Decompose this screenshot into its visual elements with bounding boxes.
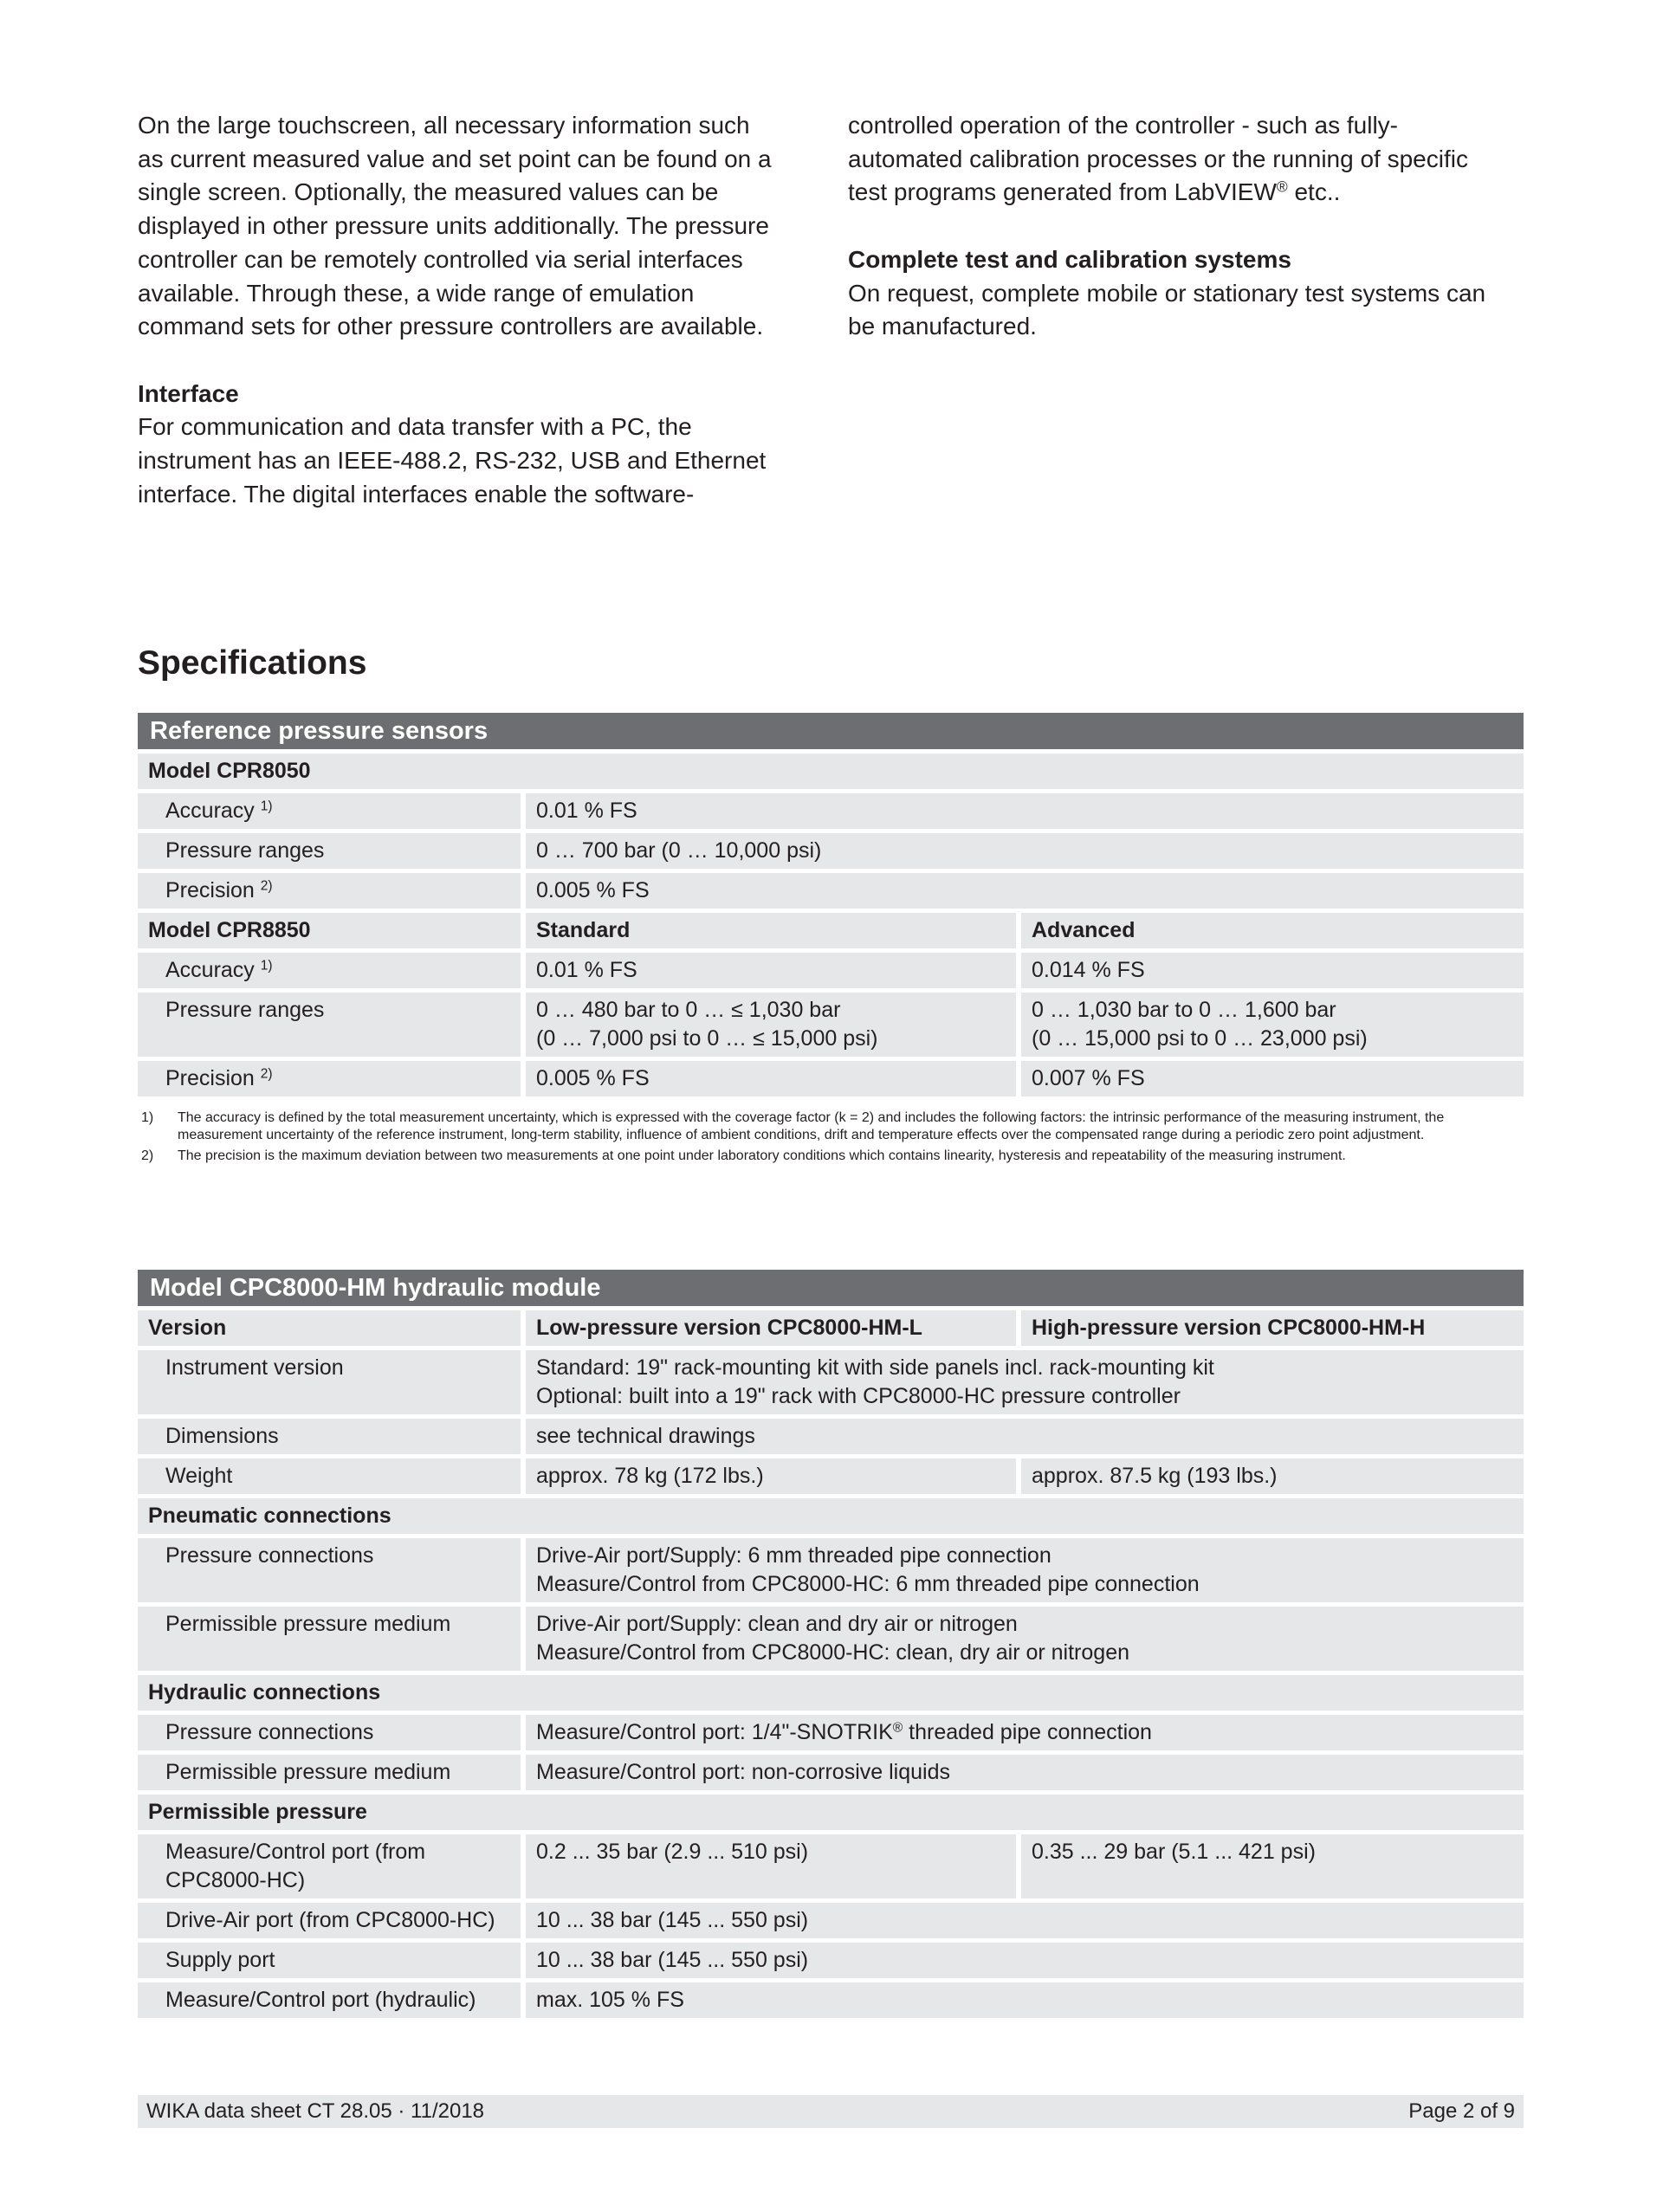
cell-value: Drive-Air port/Supply: 6 mm threaded pipe connection Measure/Control from CPC8000-HC: 6 mm threaded pipe connection: [521, 1538, 1524, 1602]
table-row: [138, 993, 1524, 1057]
software-text-end: etc..: [1287, 178, 1341, 206]
group-heading: Pneumatic connections: [138, 1498, 1524, 1534]
cell-value: 0 … 700 bar (0 … 10,000 psi): [521, 833, 1524, 869]
intro-text: [138, 109, 1518, 516]
table-row: [138, 1982, 1524, 2018]
cell-value: 0.2 ... 35 bar (2.9 ... 510 psi): [521, 1834, 1016, 1898]
column-standard: Standard: [521, 913, 1016, 948]
row-label: Precision $^{2)}$: [138, 873, 521, 909]
row-label: Pressure ranges: [138, 993, 521, 1057]
cell-value: 0.35 ... 29 bar (5.1 ... 421 psi): [1016, 1834, 1524, 1898]
interface-heading: Interface: [138, 379, 239, 407]
cell-value: 10 ... 38 bar (145 ... 550 psi): [521, 1903, 1524, 1938]
cell-value: Measure/Control port: 1/4"-SNOTRIK® threaded pipe connection: [521, 1715, 1524, 1750]
table-row: [138, 1903, 1524, 1938]
row-label: Weight: [138, 1458, 521, 1494]
footnote-1: [138, 1109, 1524, 1144]
footnote-ref: 1): [260, 799, 273, 814]
footnotes: [138, 1109, 1524, 1168]
table-row: [138, 873, 1524, 909]
intro-right-column: [848, 109, 1489, 344]
interface-paragraph: For communication and data transfer with a PC, the instrument has an IEEE-488.2, RS-232, USB and Ethernet interface. The digital interfaces enable the software-: [138, 413, 767, 508]
table-row: [138, 1834, 1524, 1898]
footnote-text: The accuracy is defined by the total measurement uncertainty, which is expressed with the coverage factor (k = 2) and includes the following factors: the intrinsic performance of the measuring instrument, the measurement uncertainty of the reference instrument, long-term stability, influence of ambient conditions, drift and temperature effects over the compensated range during a periodic zero point adjustment.: [178, 1110, 1445, 1142]
reference-sensors-table: [138, 708, 1524, 1101]
cell-value: 0.005 % FS: [521, 1061, 1016, 1096]
table-row: [138, 1061, 1524, 1096]
group-heading: Permissible pressure: [138, 1795, 1524, 1830]
table-band: [138, 713, 1524, 749]
intro-paragraph-touchscreen: On the large touchscreen, all necessary information such as current measured value and set point can be found on a single screen. Optionally, the measured values can be displayed in other pressure units additionally. The pressure controller can be remotely controlled via serial interfaces available. Through these, a wide range of emulation command sets for other pressure controllers are available.: [138, 112, 772, 340]
hydraulic-module-table: [138, 1265, 1524, 2022]
cell-value: 0.01 % FS: [521, 953, 1016, 988]
row-label: Instrument version: [138, 1350, 521, 1414]
row-label: Pressure ranges: [138, 833, 521, 869]
footnote-number: 1): [141, 1110, 154, 1125]
table-row: [138, 1675, 1524, 1711]
row-label: Precision $^{2)}$: [138, 1061, 521, 1096]
row-label: Accuracy $^{1)}$: [138, 793, 521, 829]
table-row: [138, 754, 1524, 789]
table-row: [138, 1419, 1524, 1454]
intro-paragraph-software: [848, 109, 1489, 210]
cell-value: 0.01 % FS: [521, 793, 1524, 829]
table-row: [138, 1943, 1524, 1978]
row-label: Supply port: [138, 1943, 521, 1978]
table-title: Model CPC8000-HM hydraulic module: [138, 1270, 1524, 1306]
column-advanced: Advanced: [1016, 913, 1524, 948]
table-row: [138, 913, 1524, 948]
table-row: [138, 833, 1524, 869]
row-label: Pressure connections: [138, 1538, 521, 1602]
column-low-pressure: Low-pressure version CPC8000-HM-L: [521, 1310, 1016, 1346]
cell-value: 0.014 % FS: [1016, 953, 1524, 988]
version-label: Version: [138, 1310, 521, 1346]
cell-value: Drive-Air port/Supply: clean and dry air or nitrogen Measure/Control from CPC8000-HC: clean, dry air or nitrogen: [521, 1607, 1524, 1671]
table-row: [138, 793, 1524, 829]
registered-mark: ®: [892, 1720, 903, 1736]
table-row: [138, 1310, 1524, 1346]
registered-mark: ®: [1276, 178, 1288, 196]
row-label: Drive-Air port (from CPC8000-HC): [138, 1903, 521, 1938]
group-heading: Hydraulic connections: [138, 1675, 1524, 1711]
footnote-2: [138, 1148, 1524, 1165]
table-row: [138, 1458, 1524, 1494]
footer-page-number: Page 2 of 9: [1408, 2099, 1515, 2123]
intro-left-column: [138, 109, 779, 511]
cell-value: approx. 78 kg (172 lbs.): [521, 1458, 1016, 1494]
systems-heading: Complete test and calibration systems: [848, 245, 1291, 273]
row-label: Permissible pressure medium: [138, 1607, 521, 1671]
row-label: Permissible pressure medium: [138, 1755, 521, 1790]
model-cpr8850: Model CPR8850: [138, 913, 521, 948]
row-label: Dimensions: [138, 1419, 521, 1454]
table-title: Reference pressure sensors: [138, 713, 1524, 749]
software-text: controlled operation of the controller - such as fully-automated calibration processes or the running of specific test programs generated from LabVIEW: [848, 112, 1468, 206]
cell-value: approx. 87.5 kg (193 lbs.): [1016, 1458, 1524, 1494]
cell-value: 0 … 1,030 bar to 0 … 1,600 bar (0 … 15,000 psi to 0 … 23,000 psi): [1016, 993, 1524, 1057]
specifications-heading: Specifications: [138, 644, 367, 682]
column-high-pressure: High-pressure version CPC8000-HM-H: [1016, 1310, 1524, 1346]
row-label: Measure/Control port (from CPC8000-HC): [138, 1834, 521, 1898]
table-row: [138, 1498, 1524, 1534]
cell-value: Standard: 19" rack-mounting kit with side panels incl. rack-mounting kit Optional: built into a 19" rack with CPC8000-HC pressure controller: [521, 1350, 1524, 1414]
footnote-ref: 1): [260, 958, 273, 973]
cell-value: 0.005 % FS: [521, 873, 1524, 909]
footnote-text: The precision is the maximum deviation between two measurements at one point under laboratory conditions which contains linearity, hysteresis and repeatability of the measuring instrument.: [178, 1148, 1346, 1163]
cell-value: 10 ... 38 bar (145 ... 550 psi): [521, 1943, 1524, 1978]
cell-value: 0 … 480 bar to 0 … ≤ 1,030 bar (0 … 7,000 psi to 0 … ≤ 15,000 psi): [521, 993, 1016, 1057]
table-row: [138, 953, 1524, 988]
footnote-ref: 2): [260, 1066, 273, 1082]
table-row: [138, 1795, 1524, 1830]
cell-value: Measure/Control port: non-corrosive liquids: [521, 1755, 1524, 1790]
row-label: Accuracy $^{1)}$: [138, 953, 521, 988]
cell-value: max. 105 % FS: [521, 1982, 1524, 2018]
table-row: [138, 1715, 1524, 1750]
table-row: [138, 1607, 1524, 1671]
footnote-number: 2): [141, 1148, 154, 1163]
cell-value: see technical drawings: [521, 1419, 1524, 1454]
table-row: [138, 1350, 1524, 1414]
row-label: Pressure connections: [138, 1715, 521, 1750]
footnote-ref: 2): [260, 878, 273, 894]
cell-value: 0.007 % FS: [1016, 1061, 1524, 1096]
systems-paragraph: On request, complete mobile or stationary test systems can be manufactured.: [848, 279, 1486, 340]
page-footer: [138, 2095, 1524, 2128]
model-cpr8050: Model CPR8050: [138, 754, 1524, 789]
table-band: [138, 1270, 1524, 1306]
table-row: [138, 1538, 1524, 1602]
table-row: [138, 1755, 1524, 1790]
footer-datasheet-id: WIKA data sheet CT 28.05 · 11/2018: [146, 2099, 485, 2123]
row-label: Measure/Control port (hydraulic): [138, 1982, 521, 2018]
